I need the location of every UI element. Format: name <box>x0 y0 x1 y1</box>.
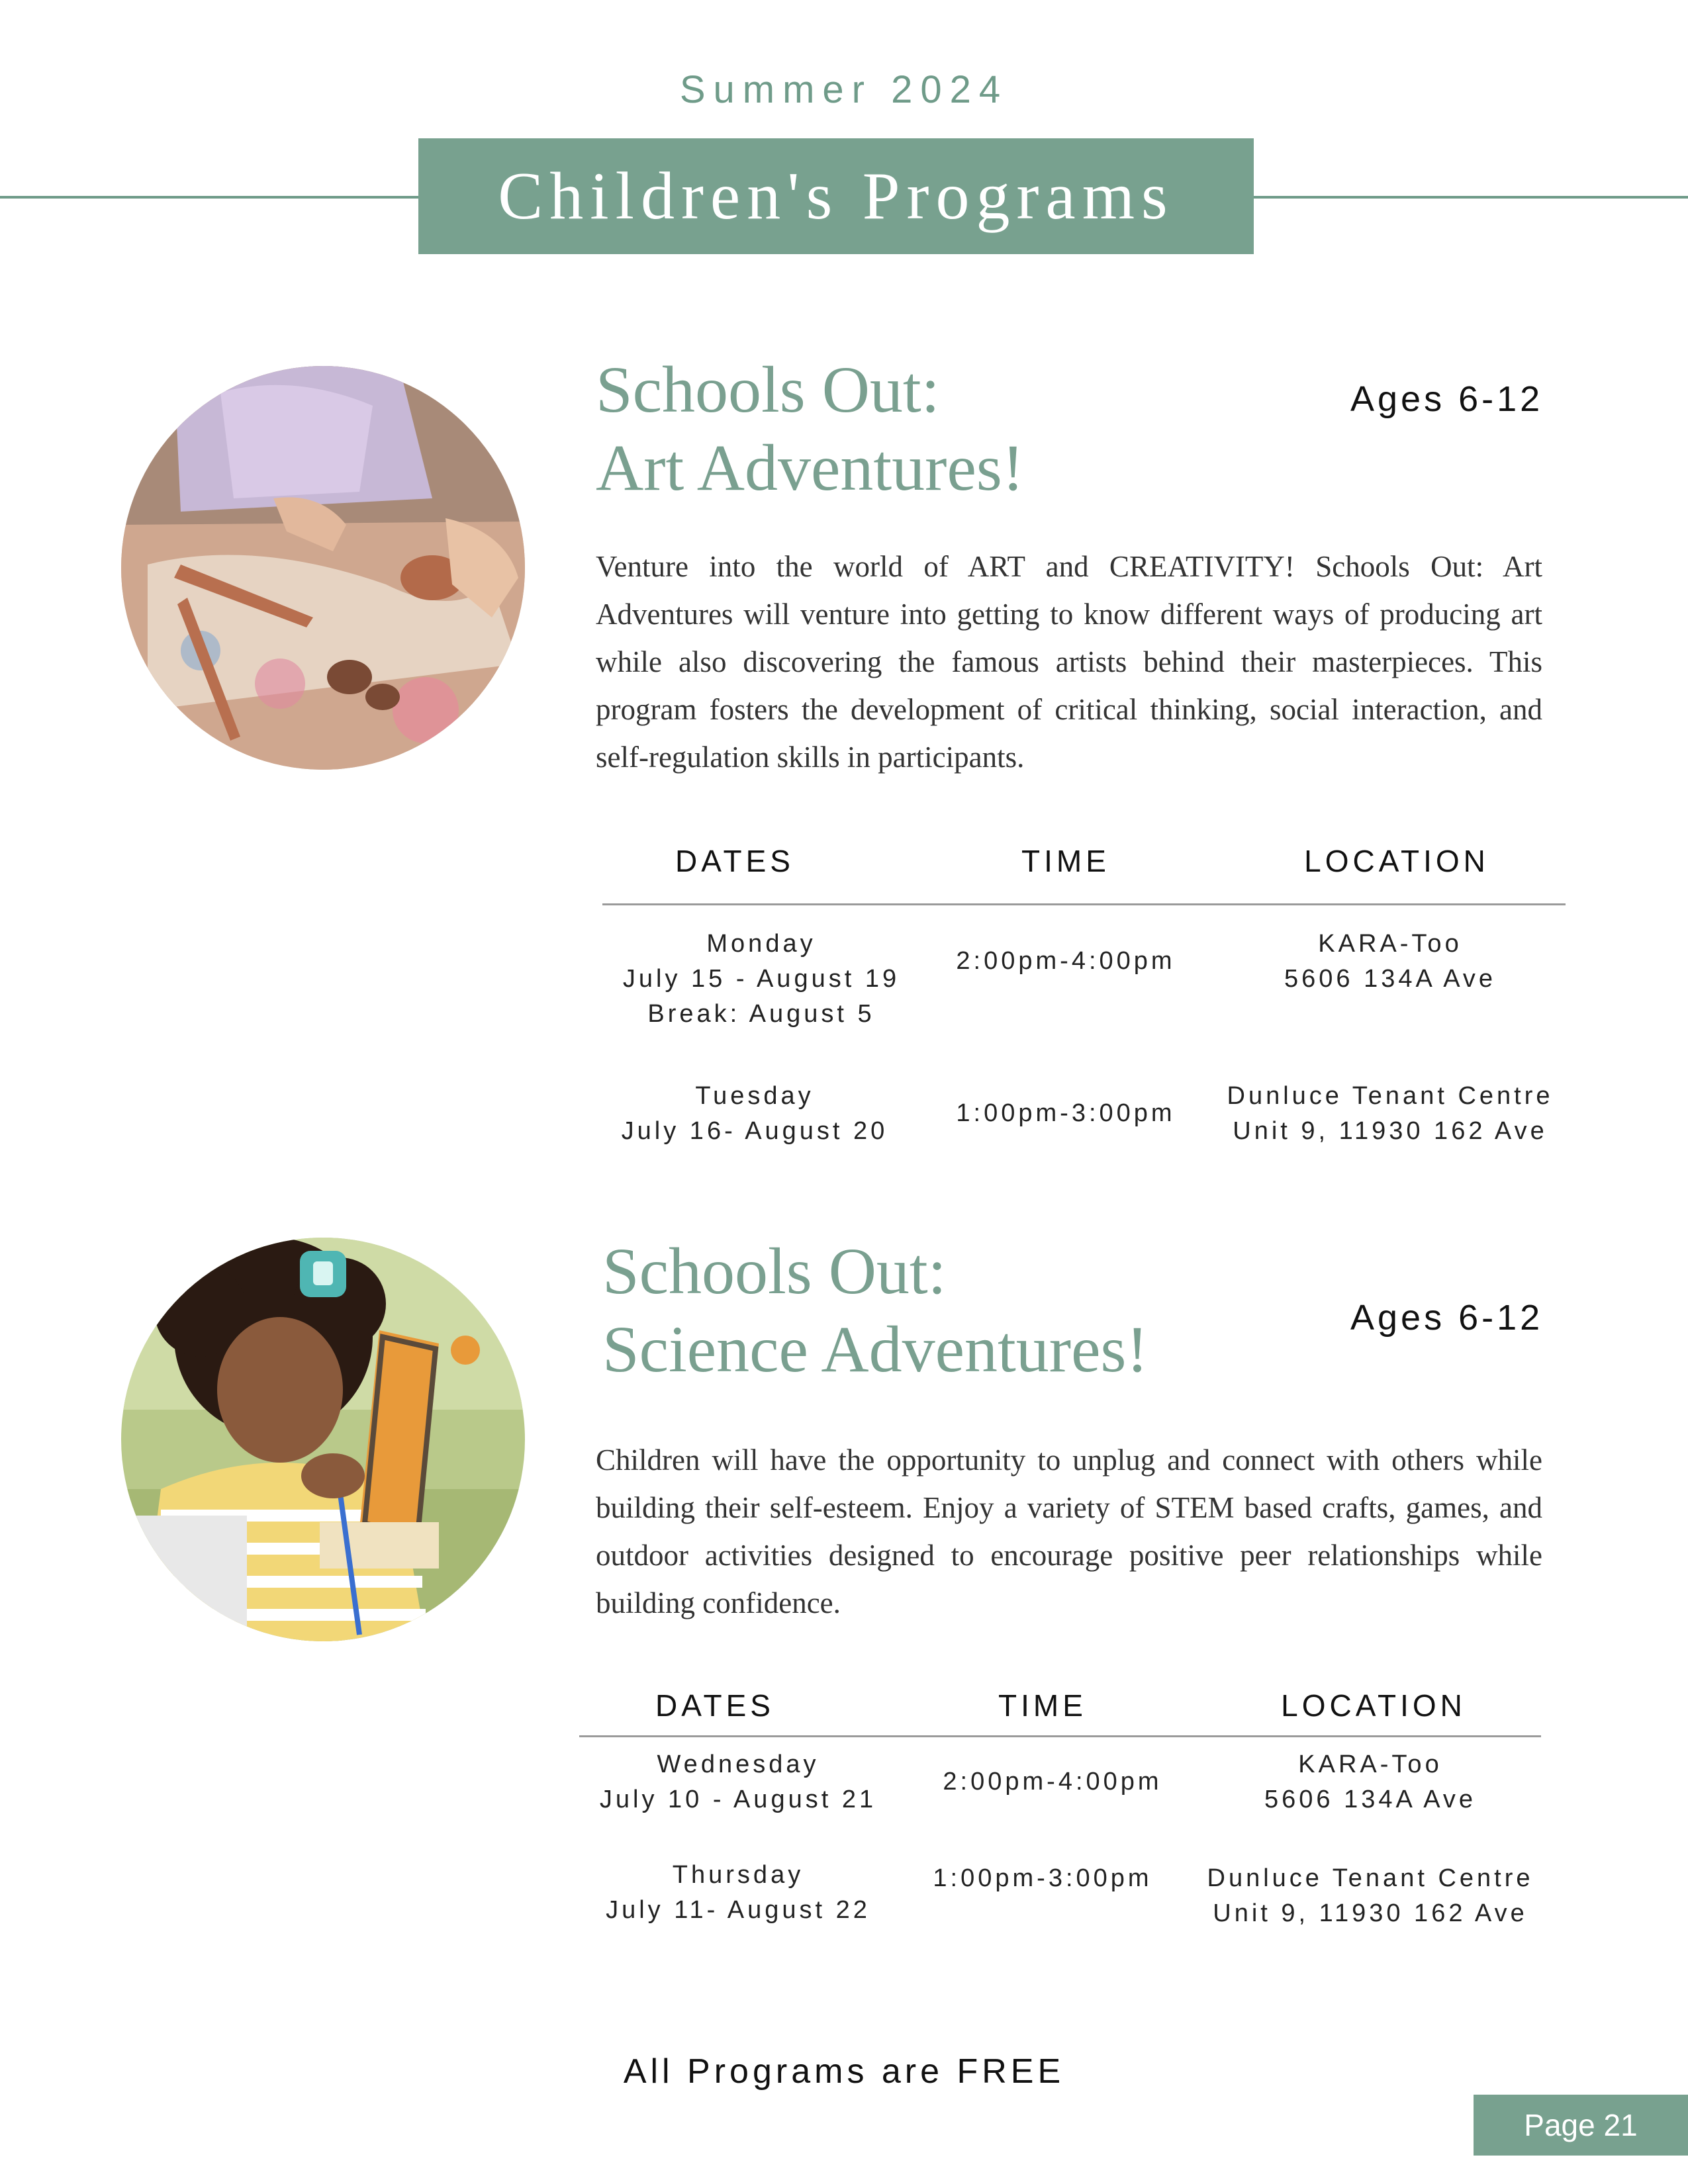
science-program-title <box>602 1232 1149 1388</box>
art-row1-time: 2:00pm-4:00pm <box>956 947 1176 975</box>
page-number: Page 21 <box>1474 2095 1688 2156</box>
free-programs-note: All Programs are FREE <box>623 2052 1065 2091</box>
science-title-line1: Schools Out: <box>602 1234 947 1308</box>
art-col-location: LOCATION <box>1304 844 1489 878</box>
art-row2-dates: Tuesday July 16- August 20 <box>621 1082 888 1145</box>
page-title: Children's Programs <box>418 138 1254 254</box>
art-ages-badge: Ages 6-12 <box>1350 379 1544 419</box>
science-program-photo <box>121 1238 525 1641</box>
science-description: Children will have the opportunity to unplug and connect with others while building their self-esteem. Enjoy a variety of STEM based crafts, games, and outdoor activities designed to encourage positive peer relationships while building confidence. <box>596 1443 1542 1619</box>
robotics-child-image <box>121 1238 525 1641</box>
science-table-divider <box>579 1735 1541 1737</box>
art-row2-location: Dunluce Tenant Centre Unit 9, 11930 162 Ave <box>1227 1082 1554 1145</box>
art-title-line2: Art Adventures! <box>596 431 1025 504</box>
art-program-title <box>596 351 1024 507</box>
art-col-dates: DATES <box>675 844 794 878</box>
science-col-location: LOCATION <box>1281 1688 1466 1723</box>
clay-crafting-image <box>121 366 525 770</box>
science-row1-dates: Wednesday July 10 - August 21 <box>599 1751 877 1813</box>
season-label: Summer 2024 <box>679 68 1009 111</box>
art-col-time: TIME <box>1021 844 1110 878</box>
science-title-line2: Science Adventures! <box>602 1312 1149 1386</box>
science-col-dates: DATES <box>655 1688 774 1723</box>
art-table-divider <box>602 903 1566 905</box>
art-title-line1: Schools Out: <box>596 353 940 426</box>
science-row2-time: 1:00pm-3:00pm <box>933 1864 1152 1892</box>
art-program-photo <box>121 366 525 770</box>
science-ages-badge: Ages 6-12 <box>1350 1298 1544 1338</box>
science-row1-time: 2:00pm-4:00pm <box>943 1768 1162 1796</box>
science-row1-location: KARA-Too 5606 134A Ave <box>1264 1751 1476 1813</box>
art-row2-time: 1:00pm-3:00pm <box>956 1099 1176 1127</box>
art-row1-location: KARA-Too 5606 134A Ave <box>1284 930 1496 993</box>
science-row2-dates: Thursday July 11- August 22 <box>606 1861 870 1924</box>
science-row2-location: Dunluce Tenant Centre Unit 9, 11930 162 Ave <box>1207 1864 1534 1927</box>
science-col-time: TIME <box>998 1688 1087 1723</box>
art-description: Venture into the world of ART and CREATIVITY! Schools Out: Art Adventures will venture into getting to know different ways of producing art while also discovering the famous artists behind their masterpieces. This program fosters the development of critical thinking, social interaction, and self-regulation skills in participants. <box>596 550 1542 774</box>
art-row1-dates: Monday July 15 - August 19 Break: August 5 <box>622 930 900 1028</box>
